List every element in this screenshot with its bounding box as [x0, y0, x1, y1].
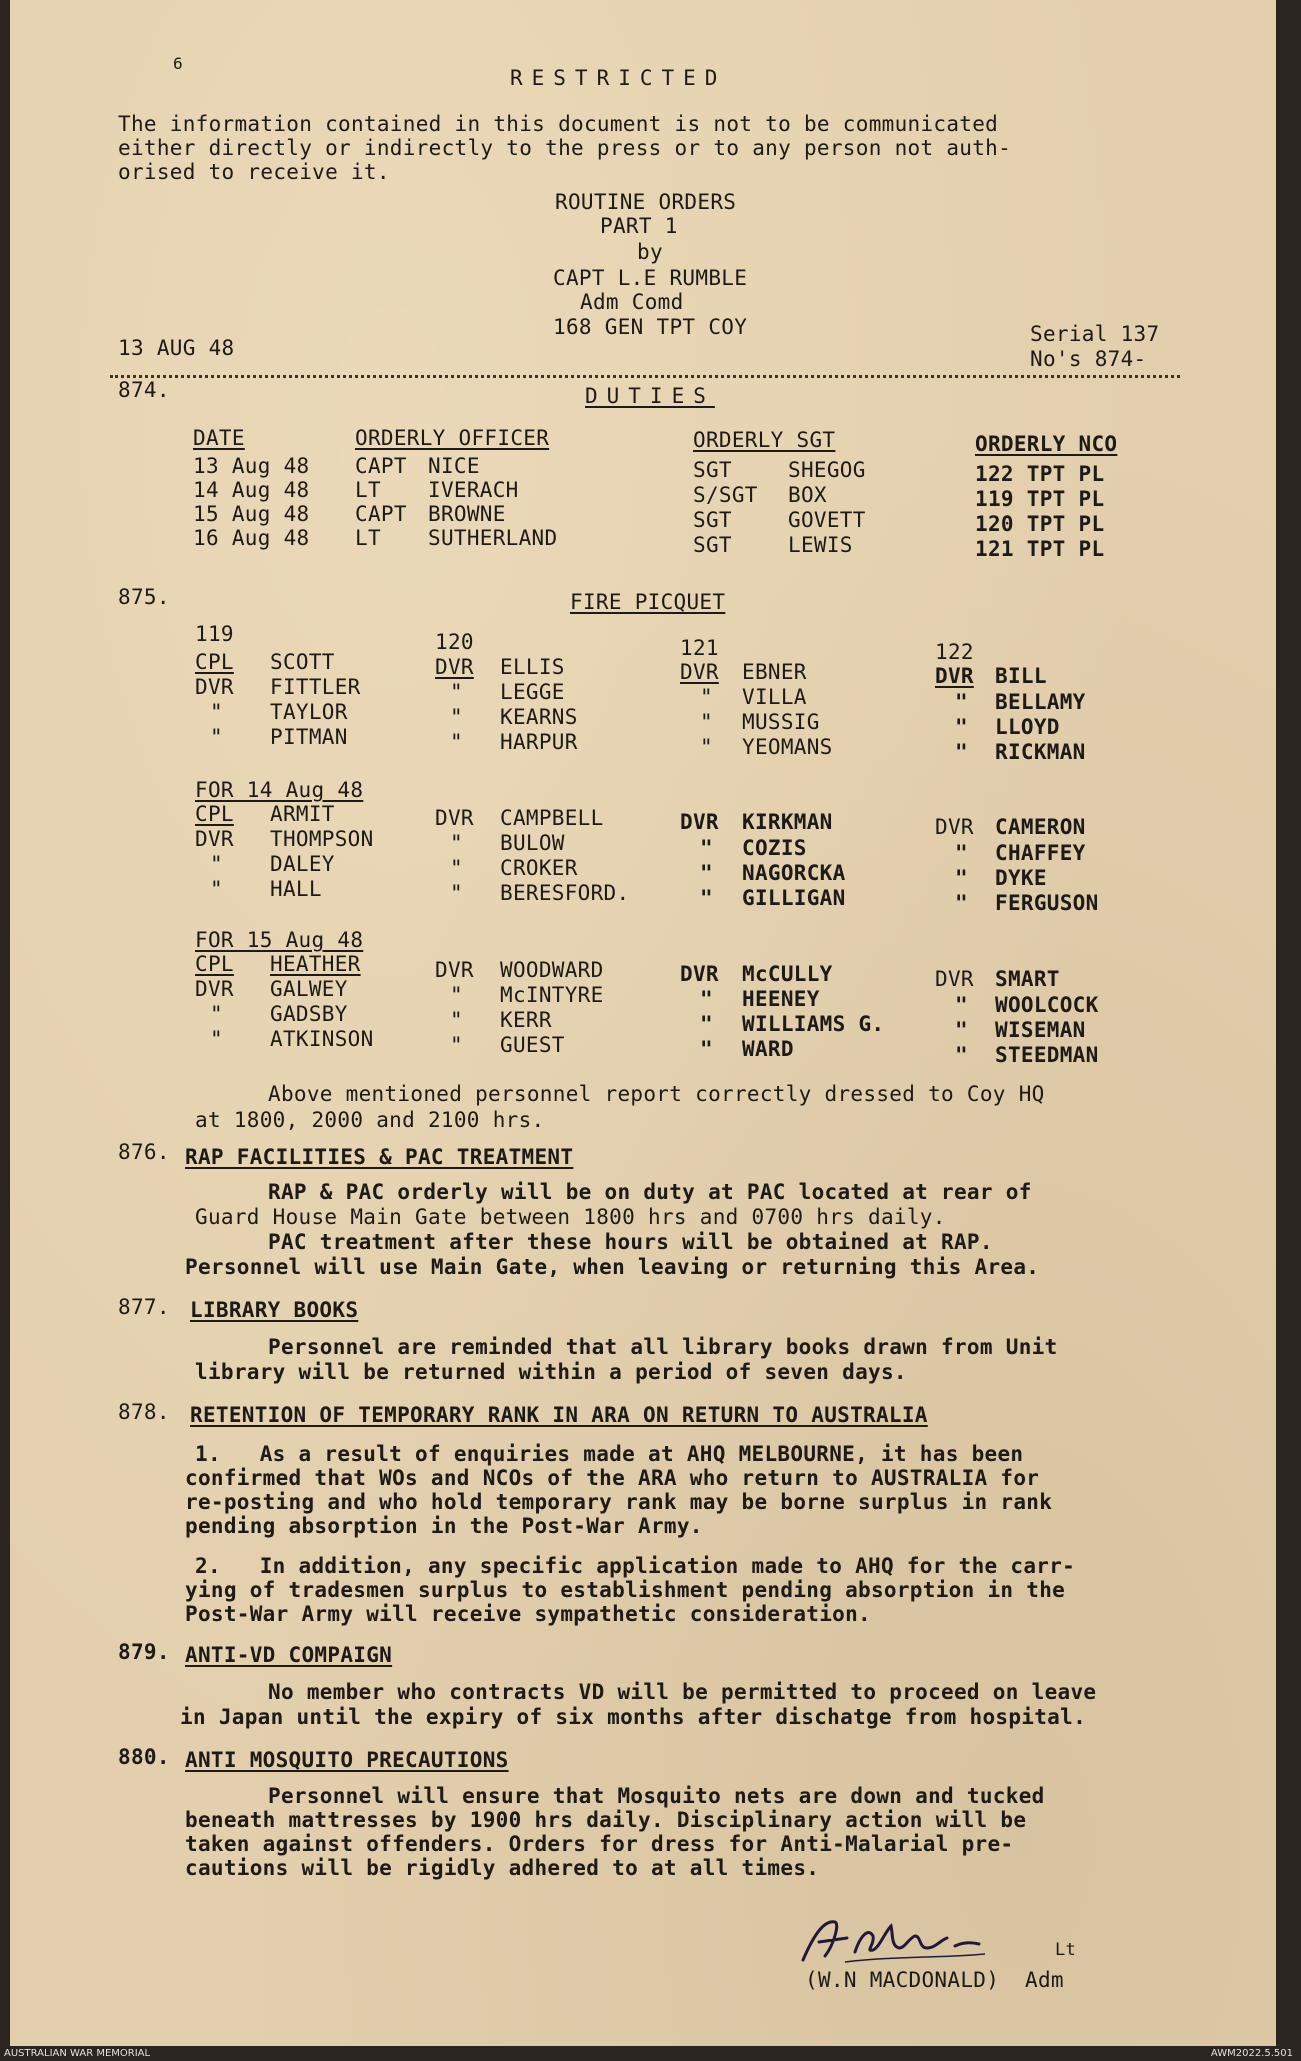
picquet-name: RICKMAN [995, 740, 1086, 764]
archive-name: AUSTRALIAN WAR MEMORIAL [4, 2048, 151, 2059]
picquet-name: SMART [995, 967, 1060, 991]
ditto-mark: " [450, 705, 463, 729]
picquet-rank: DVR [435, 655, 474, 679]
ditto-mark: " [450, 680, 463, 704]
section-number-880: 880. [118, 1745, 170, 1769]
retention-p1-line-2: confirmed that WOs and NCOs of the ARA who return to AUSTRALIA for [185, 1466, 1040, 1490]
library-line-2: library will be returned within a period of seven days. [195, 1360, 907, 1384]
section-number-875: 875. [118, 585, 170, 609]
dotted-divider [110, 375, 1180, 378]
picquet-name: BERESFORD. [500, 881, 630, 905]
duty-nco: 122 TPT PL [975, 462, 1105, 486]
picquet-name: FERGUSON [995, 891, 1099, 915]
picquet-name: BELLAMY [995, 690, 1086, 714]
picquet-name: CAMERON [995, 815, 1086, 839]
duty-date: 16 Aug 48 [193, 526, 310, 550]
order-numbers: No's 874- [1030, 347, 1147, 371]
ditto-mark: " [450, 730, 463, 754]
ditto-mark: " [450, 856, 463, 880]
picquet-name: KIRKMAN [742, 810, 833, 834]
duty-officer-rank: LT [355, 478, 381, 502]
picquet-name: ELLIS [500, 655, 565, 679]
duty-officer-rank: CAPT [355, 502, 407, 526]
picquet-name: MUSSIG [742, 710, 820, 734]
notice-line-1: The information contained in this document is not to be communicated [118, 112, 999, 136]
mosquito-line-4: cautions will be rigidly adhered to at all times. [185, 1856, 820, 1880]
antivd-heading: ANTI-VD COMPAIGN [185, 1643, 393, 1667]
picquet-name: McCULLY [742, 962, 833, 986]
picquet-name: WOODWARD [500, 958, 604, 982]
picquet-name: CAMPBELL [500, 806, 604, 830]
ditto-mark: " [955, 740, 968, 764]
antivd-line-2: in Japan until the expiry of six months after dischatge from hospital. [180, 1705, 1087, 1729]
duty-nco: 120 TPT PL [975, 512, 1105, 536]
duty-sgt: LEWIS [788, 533, 853, 557]
picquet-name: PITMAN [270, 725, 348, 749]
picquet-name: HEATHER [270, 952, 361, 976]
duties-col-date: DATE [193, 426, 245, 450]
picquet-rank: DVR [680, 962, 719, 986]
archive-footer [0, 2046, 1301, 2061]
ditto-mark: " [955, 841, 968, 865]
picquet-date-label: FOR 14 Aug 48 [195, 778, 364, 802]
picquet-name: EBNER [742, 660, 807, 684]
ditto-mark: " [700, 836, 713, 860]
ditto-mark: " [700, 1012, 713, 1036]
picquet-name: YEOMANS [742, 735, 833, 759]
section-number-874: 874. [118, 378, 170, 402]
picquet-name: LLOYD [995, 715, 1060, 739]
ditto-mark: " [700, 861, 713, 885]
duty-officer: BROWNE [428, 502, 506, 526]
ditto-mark: " [450, 881, 463, 905]
signature-rank: Lt [1055, 1940, 1077, 1960]
picquet-name: WOOLCOCK [995, 993, 1099, 1017]
duty-sgt: SHEGOG [788, 458, 866, 482]
ditto-mark: " [210, 1002, 223, 1026]
picquet-rank: DVR [195, 675, 234, 699]
ditto-mark: " [955, 891, 968, 915]
picquet-name: TAYLOR [270, 700, 348, 724]
retention-p1-line-4: pending absorption in the Post-War Army. [185, 1514, 703, 1538]
ditto-mark: " [700, 735, 713, 759]
ditto-mark: " [210, 877, 223, 901]
duty-sgt-rank: SGT [693, 458, 732, 482]
duty-date: 13 Aug 48 [193, 454, 310, 478]
picquet-name: BULOW [500, 831, 565, 855]
title-line-1: ROUTINE ORDERS [555, 190, 737, 214]
duty-officer-rank: CAPT [355, 454, 407, 478]
section-number-879: 879. [118, 1640, 170, 1664]
picquet-name: KEARNS [500, 705, 578, 729]
title-line-2: PART 1 [600, 214, 678, 238]
duty-nco: 119 TPT PL [975, 487, 1105, 511]
picquet-name: ARMIT [270, 802, 335, 826]
picquet-name: WISEMAN [995, 1018, 1086, 1042]
duties-col-sgt: ORDERLY SGT [693, 428, 836, 452]
retention-p2-line-1: 2. In addition, any specific application made to AHQ for the carr- [195, 1554, 1076, 1578]
duty-sgt-rank: SGT [693, 508, 732, 532]
picquet-name: GADSBY [270, 1002, 348, 1026]
picquet-name: STEEDMAN [995, 1043, 1099, 1067]
title-line-5: Adm Comd [580, 290, 684, 314]
section-number-876: 876. [118, 1140, 170, 1164]
restricted-heading: RESTRICTED [510, 66, 727, 90]
picquet-rank: DVR [680, 660, 719, 684]
picquet-rank: CPL [195, 802, 234, 826]
picquet-note-2: at 1800, 2000 and 2100 hrs. [195, 1108, 545, 1132]
rap-line-2: Guard House Main Gate between 1800 hrs and 0700 hrs daily. [195, 1205, 946, 1229]
ditto-mark: " [450, 1033, 463, 1057]
picquet-name: WILLIAMS G. [742, 1012, 885, 1036]
duty-sgt-rank: SGT [693, 533, 732, 557]
ditto-mark: " [210, 1027, 223, 1051]
duty-sgt: BOX [788, 483, 827, 507]
picquet-name: GILLIGAN [742, 886, 846, 910]
picquet-name: GUEST [500, 1033, 565, 1057]
picquet-name: McINTYRE [500, 983, 604, 1007]
picquet-name: DYKE [995, 866, 1047, 890]
ditto-mark: " [700, 1037, 713, 1061]
ditto-mark: " [955, 866, 968, 890]
mosquito-heading: ANTI MOSQUITO PRECAUTIONS [185, 1748, 509, 1772]
picquet-name: SCOTT [270, 650, 335, 674]
picquet-name: HEENEY [742, 987, 820, 1011]
library-line-1: Personnel are reminded that all library books drawn from Unit [268, 1335, 1058, 1359]
ditto-mark: " [955, 993, 968, 1017]
duty-sgt: GOVETT [788, 508, 866, 532]
picquet-name: DALEY [270, 852, 335, 876]
title-line-6: 168 GEN TPT COY [553, 315, 748, 339]
platoon-120-heading: 120 [435, 630, 474, 654]
ditto-mark: " [450, 831, 463, 855]
ditto-mark: " [210, 725, 223, 749]
rap-line-3: PAC treatment after these hours will be obtained at RAP. [268, 1230, 993, 1254]
picquet-date-label: FOR 15 Aug 48 [195, 928, 364, 952]
platoon-119-heading: 119 [195, 622, 234, 646]
picquet-rank: DVR [435, 806, 474, 830]
picquet-rank: DVR [935, 664, 974, 688]
archive-reference: AWM2022.5.501 [1210, 2048, 1293, 2059]
title-line-4: CAPT L.E RUMBLE [553, 266, 748, 290]
picquet-name: NAGORCKA [742, 861, 846, 885]
notice-line-3: orised to receive it. [118, 160, 390, 184]
mosquito-line-3: taken against offenders. Orders for dress for Anti-Malarial pre- [185, 1832, 1014, 1856]
library-heading: LIBRARY BOOKS [190, 1298, 359, 1322]
duty-date: 14 Aug 48 [193, 478, 310, 502]
picquet-name: ATKINSON [270, 1027, 374, 1051]
mosquito-line-1: Personnel will ensure that Mosquito nets are down and tucked [268, 1784, 1045, 1808]
title-line-3: by [637, 240, 663, 264]
duty-date: 15 Aug 48 [193, 502, 310, 526]
retention-p1-line-1: 1. As a result of enquiries made at AHQ MELBOURNE, it has been [195, 1442, 1024, 1466]
duty-officer: IVERACH [428, 478, 519, 502]
ditto-mark: " [210, 852, 223, 876]
picquet-rank: CPL [195, 952, 234, 976]
picquet-rank: DVR [935, 815, 974, 839]
duty-sgt-rank: S/SGT [693, 483, 758, 507]
ditto-mark: " [450, 983, 463, 1007]
ditto-mark: " [955, 1018, 968, 1042]
rap-line-1: RAP & PAC orderly will be on duty at PAC located at rear of [268, 1180, 1032, 1204]
ditto-mark: " [955, 1043, 968, 1067]
retention-p1-line-3: re-posting and who hold temporary rank may be borne surplus in rank [185, 1490, 1053, 1514]
antivd-line-1: No member who contracts VD will be permitted to proceed on leave [268, 1680, 1097, 1704]
notice-line-2: either directly or indirectly to the press or to any person not auth- [118, 136, 1012, 160]
picquet-name: CHAFFEY [995, 841, 1086, 865]
picquet-name: HALL [270, 877, 322, 901]
signatory-name: (W.N MACDONALD) Adm [805, 1968, 1064, 1992]
picquet-rank: DVR [435, 958, 474, 982]
ditto-mark: " [955, 715, 968, 739]
duty-officer-rank: LT [355, 526, 381, 550]
rap-line-4: Personnel will use Main Gate, when leaving or returning this Area. [185, 1255, 1040, 1279]
duties-col-nco: ORDERLY NCO [975, 432, 1118, 456]
picquet-name: CROKER [500, 856, 578, 880]
ditto-mark: " [955, 690, 968, 714]
rap-heading: RAP FACILITIES & PAC TREATMENT [185, 1145, 574, 1169]
platoon-122-heading: 122 [935, 640, 974, 664]
picquet-name: LEGGE [500, 680, 565, 704]
picquet-name: HARPUR [500, 730, 578, 754]
order-date: 13 AUG 48 [118, 336, 235, 360]
retention-p2-line-3: Post-War Army will receive sympathetic consideration. [185, 1602, 871, 1626]
ditto-mark: " [700, 685, 713, 709]
ditto-mark: " [450, 1008, 463, 1032]
picquet-name: THOMPSON [270, 827, 374, 851]
duties-col-officer: ORDERLY OFFICER [355, 426, 550, 450]
picquet-rank: DVR [935, 967, 974, 991]
ditto-mark: " [700, 987, 713, 1011]
picquet-note-1: Above mentioned personnel report correctly dressed to Coy HQ [268, 1082, 1045, 1106]
section-number-877: 877. [118, 1295, 170, 1319]
duty-officer: SUTHERLAND [428, 526, 558, 550]
picquet-name: COZIS [742, 836, 807, 860]
duty-nco: 121 TPT PL [975, 537, 1105, 561]
ditto-mark: " [210, 700, 223, 724]
serial-number: Serial 137 [1030, 322, 1160, 346]
picquet-name: KERR [500, 1008, 552, 1032]
ditto-mark: " [700, 710, 713, 734]
picquet-name: BILL [995, 664, 1047, 688]
duty-officer: NICE [428, 454, 480, 478]
retention-heading: RETENTION OF TEMPORARY RANK IN ARA ON RETURN TO AUSTRALIA [190, 1403, 928, 1427]
fire-picquet-heading: FIRE PICQUET [570, 590, 726, 614]
picquet-rank: DVR [680, 810, 719, 834]
picquet-rank: DVR [195, 827, 234, 851]
duties-heading: DUTIES [585, 384, 715, 408]
picquet-name: GALWEY [270, 977, 348, 1001]
picquet-name: WARD [742, 1037, 794, 1061]
retention-p2-line-2: ying of tradesmen surplus to establishment pending absorption in the [185, 1578, 1066, 1602]
page-mark: 6 [173, 54, 183, 73]
mosquito-line-2: beneath mattresses by 1900 hrs daily. Disciplinary action will be [185, 1808, 1027, 1832]
platoon-121-heading: 121 [680, 636, 719, 660]
picquet-rank: CPL [195, 650, 234, 674]
document-page [10, 0, 1276, 2046]
ditto-mark: " [700, 886, 713, 910]
picquet-name: VILLA [742, 685, 807, 709]
handwritten-signature [795, 1912, 1095, 1968]
picquet-name: FITTLER [270, 675, 361, 699]
picquet-rank: DVR [195, 977, 234, 1001]
section-number-878: 878. [118, 1400, 170, 1424]
